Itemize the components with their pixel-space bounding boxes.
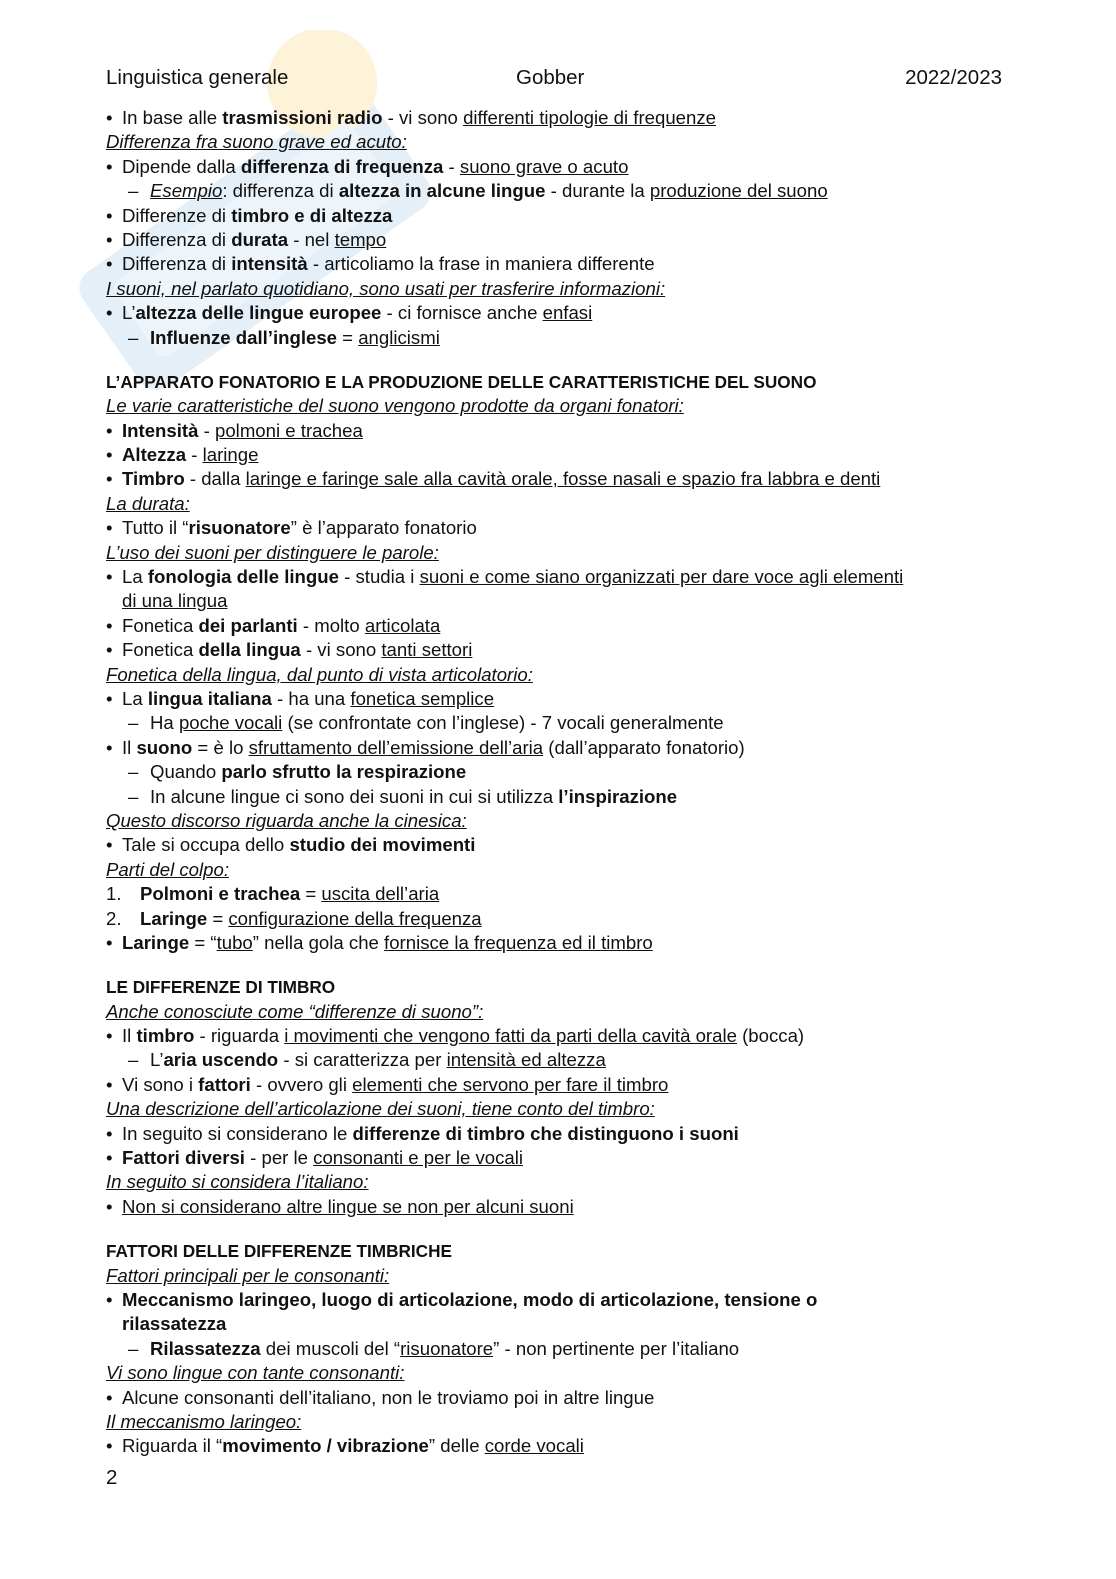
text-segment: L’ bbox=[122, 302, 136, 324]
bullet-item bbox=[106, 614, 1006, 638]
text-segment: risuonatore bbox=[400, 1337, 494, 1359]
bullet-item bbox=[106, 1146, 1006, 1170]
section-intro bbox=[106, 1264, 1006, 1288]
text-segment: laringe e faringe sale alla cavità orale, fosse nasali e spazio fra labbra e denti bbox=[245, 468, 881, 490]
section-intro bbox=[106, 1000, 1006, 1024]
text-segment: i movimenti che vengono fatti da parti della cavità orale bbox=[284, 1025, 737, 1047]
text-segment: - si caratterizza per bbox=[278, 1049, 447, 1071]
text-segment: aria uscendo bbox=[163, 1049, 279, 1071]
text-segment: = bbox=[207, 907, 229, 929]
bullet-item bbox=[106, 467, 1006, 491]
text-segment: L’uso dei suoni per distinguere le parole: bbox=[106, 541, 439, 563]
bullet-item bbox=[106, 1195, 1006, 1219]
text-segment: Polmoni e trachea bbox=[140, 883, 301, 905]
bullet-continuation bbox=[106, 589, 1006, 613]
text-segment: In seguito si considera l’italiano: bbox=[106, 1171, 369, 1193]
text-segment: Fonetica bbox=[122, 614, 199, 636]
text-segment: configurazione della frequenza bbox=[228, 907, 482, 929]
text-segment: laringe bbox=[202, 444, 259, 466]
bullet-item bbox=[106, 419, 1006, 443]
text-segment: timbro e di altezza bbox=[231, 204, 393, 226]
author-name: Gobber bbox=[516, 66, 585, 89]
text-segment: ” delle bbox=[428, 1435, 485, 1457]
text-segment: : differenza di bbox=[222, 180, 339, 202]
bullet-item bbox=[106, 252, 1006, 276]
text-segment: La bbox=[122, 687, 148, 709]
section-intro bbox=[106, 809, 1006, 833]
section-intro bbox=[106, 1410, 1006, 1434]
bullet-item bbox=[106, 301, 1006, 325]
text-segment: - vi sono bbox=[300, 639, 382, 661]
sub-bullet-item bbox=[106, 326, 1006, 350]
bullet-item bbox=[106, 443, 1006, 467]
text-segment: - ha una bbox=[271, 687, 351, 709]
text-segment: - bbox=[186, 444, 203, 466]
text-segment: suono grave o acuto bbox=[459, 155, 629, 177]
section-heading bbox=[106, 370, 1006, 394]
text-segment: Meccanismo laringeo, luogo di articolazione, modo di articolazione, tensione o bbox=[122, 1288, 818, 1310]
text-segment: - nel bbox=[288, 228, 335, 250]
bullet-continuation bbox=[106, 1312, 1006, 1336]
sub-bullet-item bbox=[106, 1337, 1006, 1361]
text-segment: La durata: bbox=[106, 492, 190, 514]
bullet-item bbox=[106, 1122, 1006, 1146]
text-segment: = è lo bbox=[192, 736, 249, 758]
text-segment: ” è l’apparato fonatorio bbox=[290, 517, 477, 539]
bullet-item bbox=[106, 204, 1006, 228]
bullet-item bbox=[106, 638, 1006, 662]
text-segment: Il meccanismo laringeo: bbox=[106, 1410, 302, 1432]
text-segment: tempo bbox=[334, 228, 387, 250]
section-intro bbox=[106, 492, 1006, 516]
page-number: 2 bbox=[106, 1466, 118, 1489]
text-segment: - dalla bbox=[184, 468, 246, 490]
text-segment: studio dei movimenti bbox=[289, 834, 476, 856]
section-heading bbox=[106, 1239, 1006, 1263]
text-segment: altezza delle lingue europee bbox=[135, 302, 382, 324]
text-segment: polmoni e trachea bbox=[215, 419, 363, 441]
text-segment: Fattori principali per le consonanti: bbox=[106, 1264, 390, 1286]
course-title: Linguistica generale bbox=[106, 66, 289, 89]
text-segment: tubo bbox=[216, 931, 253, 953]
numbered-item bbox=[106, 882, 1006, 906]
bullet-item bbox=[106, 1288, 1006, 1312]
text-segment: differenze di timbro che distinguono i suoni bbox=[352, 1122, 739, 1144]
text-segment: Laringe bbox=[140, 907, 208, 929]
text-segment: = bbox=[300, 883, 322, 905]
section-intro bbox=[106, 541, 1006, 565]
academic-year: 2022/2023 bbox=[905, 66, 1002, 89]
section-intro bbox=[106, 277, 1006, 301]
bullet-item bbox=[106, 228, 1006, 252]
text-segment: Alcune consonanti dell’italiano, non le troviamo poi in altre lingue bbox=[122, 1386, 655, 1408]
text-segment: Non si considerano altre lingue se non per alcuni suoni bbox=[122, 1195, 574, 1217]
bullet-item bbox=[106, 1024, 1006, 1048]
bullet-item bbox=[106, 565, 1006, 589]
text-segment: Fonetica della lingua, dal punto di vista articolatorio: bbox=[106, 663, 533, 685]
text-segment: Tutto il “ bbox=[122, 517, 189, 539]
bullet-item bbox=[106, 687, 1006, 711]
text-segment: Fattori diversi bbox=[122, 1147, 245, 1169]
text-segment: La bbox=[122, 566, 148, 588]
section-intro bbox=[106, 858, 1006, 882]
text-segment: durata bbox=[231, 228, 289, 250]
text-segment: In alcune lingue ci sono dei suoni in cui si utilizza bbox=[150, 785, 559, 807]
text-segment: - bbox=[443, 155, 460, 177]
text-segment: = “ bbox=[189, 931, 217, 953]
text-segment: fonologia delle lingue bbox=[147, 566, 339, 588]
bullet-item bbox=[106, 1434, 1006, 1458]
text-segment: Altezza bbox=[122, 444, 187, 466]
section-gap bbox=[106, 1219, 1006, 1239]
text-segment: - articoliamo la frase in maniera differente bbox=[307, 253, 655, 275]
text-segment: anglicismi bbox=[358, 326, 440, 348]
text-segment: differenti tipologie di frequenze bbox=[463, 107, 716, 128]
bullet-item bbox=[106, 931, 1006, 955]
text-segment: Quando bbox=[150, 761, 222, 783]
text-segment: - ci fornisce anche bbox=[381, 302, 543, 324]
sub-bullet-item bbox=[106, 785, 1006, 809]
text-segment: (dall’apparato fonatorio) bbox=[543, 736, 745, 758]
text-segment: produzione del suono bbox=[649, 180, 828, 202]
text-segment: timbro bbox=[136, 1025, 195, 1047]
text-segment: uscita dell’aria bbox=[321, 883, 440, 905]
text-segment: trasmissioni radio bbox=[222, 107, 383, 128]
text-segment: - per le bbox=[244, 1147, 314, 1169]
text-segment: - durante la bbox=[545, 180, 650, 202]
section-intro bbox=[106, 1097, 1006, 1121]
text-segment: poche vocali bbox=[178, 712, 283, 734]
page-header bbox=[106, 66, 1002, 94]
text-segment: Il bbox=[122, 1025, 137, 1047]
text-segment: Differenze di bbox=[122, 204, 232, 226]
text-segment: intensità ed altezza bbox=[446, 1049, 606, 1071]
text-segment: - vi sono bbox=[382, 107, 464, 128]
section-intro bbox=[106, 1361, 1006, 1385]
text-segment: Laringe bbox=[122, 931, 190, 953]
text-segment: - ovvero gli bbox=[250, 1073, 353, 1095]
section-gap bbox=[106, 955, 1006, 975]
text-segment: tanti settori bbox=[381, 639, 473, 661]
notes-body bbox=[106, 106, 1006, 1459]
text-segment: L’APPARATO FONATORIO E LA PRODUZIONE DELLE CARATTERISTICHE DEL SUONO bbox=[106, 371, 817, 392]
text-segment: sfruttamento dell’emissione dell’aria bbox=[248, 736, 544, 758]
text-segment: rilassatezza bbox=[122, 1313, 227, 1335]
section-intro bbox=[106, 663, 1006, 687]
text-segment: Intensità bbox=[122, 419, 199, 441]
text-segment: - studia i bbox=[338, 566, 420, 588]
text-segment: FATTORI DELLE DIFFERENZE TIMBRICHE bbox=[106, 1241, 452, 1262]
bullet-item bbox=[106, 1386, 1006, 1410]
section-intro bbox=[106, 394, 1006, 418]
text-segment: Differenza di bbox=[122, 253, 232, 275]
text-segment: Tale si occupa dello bbox=[122, 834, 290, 856]
section-heading bbox=[106, 975, 1006, 999]
text-segment: suono bbox=[136, 736, 193, 758]
bullet-item bbox=[106, 833, 1006, 857]
text-segment: Differenza fra suono grave ed acuto: bbox=[106, 131, 407, 153]
text-segment: In seguito si considerano le bbox=[122, 1122, 353, 1144]
sub-bullet-item bbox=[106, 711, 1006, 735]
text-segment: ” nella gola che bbox=[252, 931, 385, 953]
text-segment: altezza in alcune lingue bbox=[338, 180, 546, 202]
text-segment: suoni e come siano organizzati per dare voce agli elementi bbox=[419, 566, 904, 588]
text-segment: Una descrizione dell’articolazione dei suoni, tiene conto del timbro: bbox=[106, 1098, 655, 1120]
text-segment: Il bbox=[122, 736, 137, 758]
bullet-item bbox=[106, 516, 1006, 540]
section-gap bbox=[106, 350, 1006, 370]
text-segment: Riguarda il “ bbox=[122, 1435, 223, 1457]
sub-bullet-item bbox=[106, 179, 1006, 203]
text-segment: lingua italiana bbox=[147, 687, 272, 709]
bullet-item bbox=[106, 106, 1006, 130]
text-segment: consonanti e per le vocali bbox=[313, 1147, 523, 1169]
text-segment: Le varie caratteristiche del suono vengono prodotte da organi fonatori: bbox=[106, 395, 684, 417]
sub-bullet-item bbox=[106, 1048, 1006, 1072]
text-segment: - riguarda bbox=[194, 1025, 285, 1047]
text-segment: - molto bbox=[297, 614, 365, 636]
text-segment: corde vocali bbox=[484, 1435, 584, 1457]
text-segment: L’ bbox=[150, 1049, 164, 1071]
text-segment: differenza di frequenza bbox=[240, 155, 444, 177]
text-segment: dei muscoli del “ bbox=[260, 1337, 401, 1359]
bullet-item bbox=[106, 736, 1006, 760]
text-segment: Influenze dall’inglese bbox=[150, 326, 338, 348]
text-segment: fonetica semplice bbox=[350, 687, 495, 709]
text-segment: elementi che servono per fare il timbro bbox=[352, 1073, 669, 1095]
section-intro bbox=[106, 1170, 1006, 1194]
text-segment: LE DIFFERENZE DI TIMBRO bbox=[106, 977, 336, 998]
text-segment: In base alle bbox=[122, 107, 223, 128]
bullet-item bbox=[106, 1073, 1006, 1097]
text-segment: Differenza di bbox=[122, 228, 232, 250]
numbered-item bbox=[106, 907, 1006, 931]
text-segment: Anche conosciute come “differenze di suono”: bbox=[106, 1000, 484, 1022]
text-segment: Ha bbox=[150, 712, 179, 734]
item-number: 1. bbox=[106, 883, 122, 905]
sub-bullet-item bbox=[106, 760, 1006, 784]
text-segment: I suoni, nel parlato quotidiano, sono usati per trasferire informazioni: bbox=[106, 277, 666, 299]
text-segment: Questo discorso riguarda anche la cinesica: bbox=[106, 809, 467, 831]
text-segment: - bbox=[198, 419, 215, 441]
text-segment: = bbox=[337, 326, 359, 348]
text-segment: Timbro bbox=[122, 468, 185, 490]
text-segment: (se confrontate con l’inglese) - 7 vocali generalmente bbox=[282, 712, 724, 734]
text-segment: Vi sono i bbox=[122, 1073, 199, 1095]
text-segment: fornisce la frequenza ed il timbro bbox=[384, 931, 653, 953]
text-segment: parlo sfrutto la respirazione bbox=[221, 761, 467, 783]
text-segment: movimento / vibrazione bbox=[222, 1435, 429, 1457]
text-segment: dei parlanti bbox=[198, 614, 298, 636]
text-segment: ” - non pertinente per l’italiano bbox=[493, 1337, 740, 1359]
item-number: 2. bbox=[106, 907, 122, 929]
text-segment: intensità bbox=[231, 253, 308, 275]
text-segment: Vi sono lingue con tante consonanti: bbox=[106, 1362, 405, 1384]
bullet-item bbox=[106, 155, 1006, 179]
text-segment: Dipende dalla bbox=[122, 155, 241, 177]
text-segment: risuonatore bbox=[188, 517, 291, 539]
text-segment: Parti del colpo: bbox=[106, 858, 229, 880]
text-segment: enfasi bbox=[542, 302, 593, 324]
text-segment: articolata bbox=[364, 614, 441, 636]
text-segment: Rilassatezza bbox=[150, 1337, 261, 1359]
text-segment: fattori bbox=[198, 1073, 251, 1095]
text-segment: della lingua bbox=[198, 639, 301, 661]
text-segment: (bocca) bbox=[736, 1025, 805, 1047]
text-segment: Fonetica bbox=[122, 639, 199, 661]
text-segment: Esempio bbox=[150, 180, 223, 202]
text-segment: l’inspirazione bbox=[558, 785, 678, 807]
text-segment: di una lingua bbox=[122, 590, 228, 612]
section-intro bbox=[106, 130, 1006, 154]
